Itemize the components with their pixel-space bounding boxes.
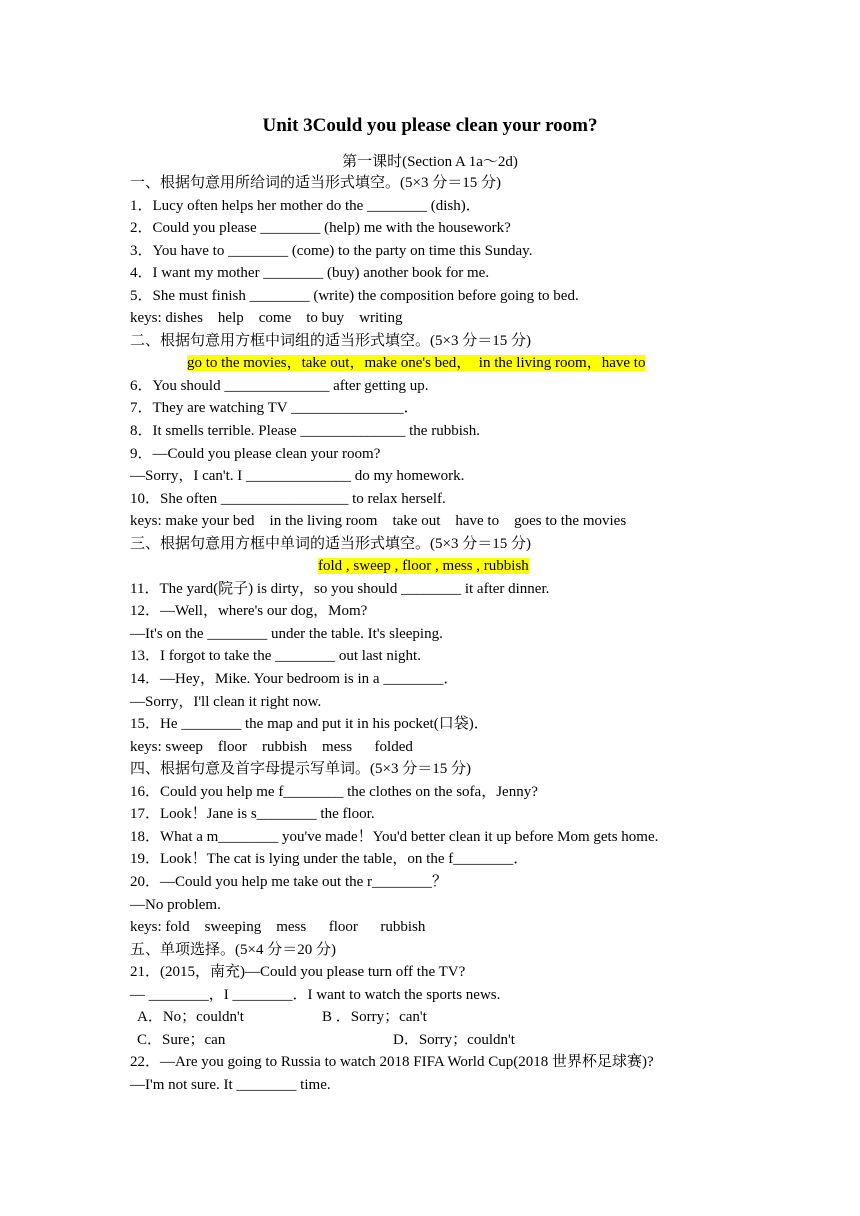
- question-15: 15．He ________ the map and put it in his pocket(口袋)．: [130, 716, 489, 733]
- question-20-reply: —No problem.: [130, 896, 221, 913]
- question-10: 10．She often _________________ to relax herself.: [130, 490, 446, 507]
- question-6: 6．You should ______________ after getting up.: [130, 377, 429, 394]
- answer-keys-4: keys: fold sweeping mess floor rubbish: [130, 919, 426, 936]
- question-20-prompt: 20．—Could you help me take out the r________？: [130, 873, 448, 890]
- question-9-reply: —Sorry，I can't. I ______________ do my homework.: [130, 468, 465, 485]
- section-heading-5: 五、单项选择。(5×4 分＝20 分): [130, 941, 336, 958]
- word-box-2: [130, 352, 730, 375]
- option-c: C．Sure；can: [137, 1031, 226, 1048]
- word-box-3-text: fold , sweep , floor , mess , rubbish: [318, 558, 529, 575]
- question-21-reply: — ________，I ________．I want to watch the sports news.: [130, 986, 501, 1003]
- answer-keys-1: keys: dishes help come to buy writing: [130, 310, 403, 327]
- question-22-reply: —I'm not sure. It ________ time.: [130, 1076, 331, 1093]
- section-heading-1: 一、根据句意用所给词的适当形式填空。(5×3 分＝15 分): [130, 175, 501, 191]
- question-13: 13．I forgot to take the ________ out last night.: [130, 648, 421, 665]
- question-9-prompt: 9．—Could you please clean your room?: [130, 445, 381, 462]
- question-21-options-cd: [130, 1029, 730, 1052]
- question-1: 1．Lucy often helps her mother do the ________ (dish)．: [130, 197, 481, 214]
- question-12-reply: —It's on the ________ under the table. It's sleeping.: [130, 625, 443, 642]
- answer-keys-2: keys: make your bed in the living room take out have to goes to the movies: [130, 513, 627, 530]
- question-22-prompt: 22．—Are you going to Russia to watch 2018 FIFA World Cup(2018 世界杯足球赛)?: [130, 1054, 654, 1071]
- question-14-reply: —Sorry，I'll clean it right now.: [130, 693, 322, 710]
- question-16: 16．Could you help me f________ the clothes on the sofa，Jenny?: [130, 783, 538, 800]
- answer-keys-3: keys: sweep floor rubbish mess folded: [130, 738, 413, 755]
- question-11: 11．The yard(院子) is dirty，so you should ________ it after dinner.: [130, 580, 550, 597]
- page-subtitle: 第一课时(Section A 1a～2d): [342, 154, 518, 170]
- question-21-options-ab: [130, 1006, 730, 1029]
- question-19: 19．Look！The cat is lying under the table，on the f________．: [130, 851, 529, 868]
- question-5: 5．She must finish ________ (write) the composition before going to bed.: [130, 287, 579, 304]
- question-7: 7．They are watching TV _______________．: [130, 400, 419, 417]
- option-d: D．Sorry；couldn't: [393, 1031, 515, 1048]
- option-a: A．No；couldn't: [137, 1009, 244, 1026]
- question-18: 18．What a m________ you've made！You'd better clean it up before Mom gets home.: [130, 828, 659, 845]
- question-21-prompt: 21．(2015，南充)—Could you please turn off the TV?: [130, 964, 466, 981]
- word-box-3: [130, 555, 730, 578]
- question-4: 4．I want my mother ________ (buy) another book for me.: [130, 265, 490, 282]
- option-b: B ．Sorry；can't: [322, 1009, 427, 1026]
- question-3: 3．You have to ________ (come) to the party on time this Sunday.: [130, 242, 533, 259]
- question-17: 17．Look！Jane is s________ the floor.: [130, 806, 375, 823]
- section-heading-4: 四、根据句意及首字母提示写单词。(5×3 分＝15 分): [130, 761, 471, 778]
- section-heading-2: 二、根据句意用方框中词组的适当形式填空。(5×3 分＝15 分): [130, 332, 531, 349]
- page-title: Unit 3Could you please clean your room?: [262, 115, 598, 136]
- exercise-body: [130, 172, 730, 1096]
- question-12-prompt: 12．—Well，where's our dog，Mom?: [130, 603, 368, 620]
- question-14-prompt: 14．—Hey，Mike. Your bedroom is in a ________．: [130, 671, 459, 688]
- section-heading-3: 三、根据句意用方框中单词的适当形式填空。(5×3 分＝15 分): [130, 535, 531, 552]
- word-box-2-text: go to the movies，take out，make one's bed， in the living room，have to: [187, 355, 646, 372]
- question-2: 2．Could you please ________ (help) me with the housework?: [130, 220, 511, 237]
- question-8: 8．It smells terrible. Please ______________ the rubbish.: [130, 423, 480, 440]
